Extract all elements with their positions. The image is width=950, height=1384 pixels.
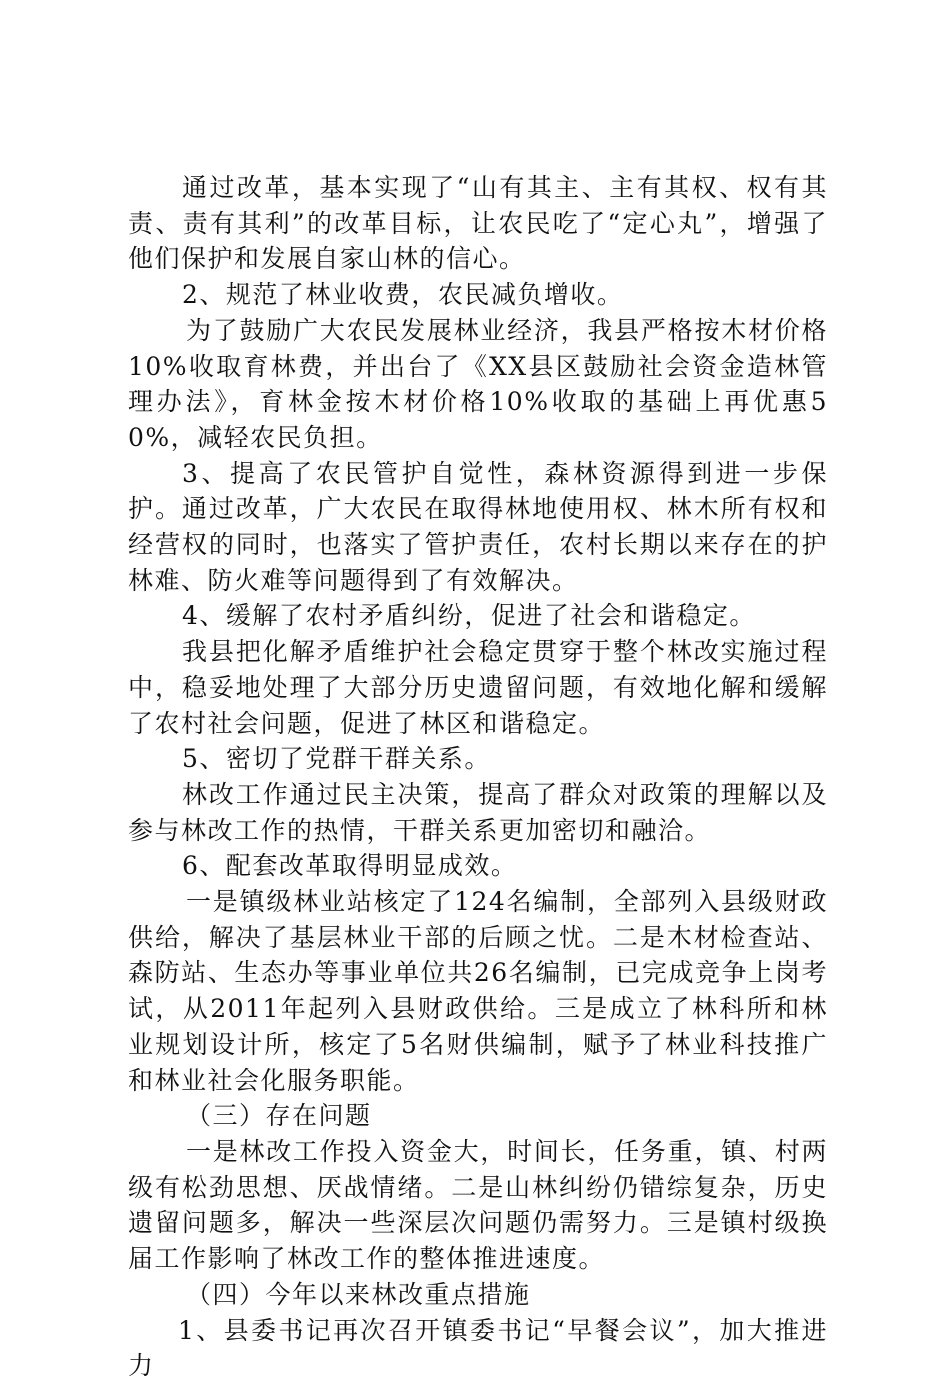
paragraph-fee-details: 为了鼓励广大农民发展林业经济，我县严格按木材价格10%收取育林费，并出台了《XX县区鼓励社会资金造林管理办法》，育林金按木材价格10%收取的基础上再优惠50%，减轻农民负担。 (128, 315, 828, 452)
heading-supporting-reform: 6、配套改革取得明显成效。 (182, 851, 518, 881)
paragraph-forest-protection: 3、提高了农民管护自觉性，森林资源得到进一步保护。通过改革，广大农民在取得林地使用权、林木所有权和经营权的同时，也落实了管护责任，农村长期以来存在的护林难、防火难等问题得到了有效解决。 (128, 458, 828, 595)
heading-party-relations: 5、密切了党群干群关系。 (182, 744, 491, 774)
paragraph-conflict-details: 我县把化解矛盾维护社会稳定贯穿于整个林改实施过程中，稳妥地处理了大部分历史遗留问题，有效地化解和缓解了农村社会问题，促进了林区和谐稳定。 (128, 637, 828, 738)
section-heading-measures: （四）今年以来林改重点措施 (186, 1279, 531, 1309)
section-heading-problems: （三）存在问题 (186, 1101, 372, 1131)
heading-fee-standardization: 2、规范了林业收费，农民减负增收。 (182, 280, 624, 310)
document-body (128, 170, 828, 1384)
heading-conflict-resolution: 4、缓解了农村矛盾纠纷，促进了社会和谐稳定。 (182, 601, 756, 631)
paragraph-supporting-reform: 一是镇级林业站核定了124名编制，全部列入县级财政供给，解决了基层林业干部的后顾之忧。二是木材检查站、森防站、生态办等事业单位共26名编制，已完成竞争上岗考试，从2011年起列入县财政供给。三是成立了林科所和林业规划设计所，核定了5名财供编制，赋予了林业科技推广和林业社会化服务职能。 (128, 887, 828, 1095)
paragraph-party-relations: 林改工作通过民主决策，提高了群众对政策的理解以及参与林改工作的热情，干群关系更加密切和融洽。 (128, 779, 828, 845)
paragraph-reform-goal: 通过改革，基本实现了“山有其主、主有其权、权有其责、责有其利”的改革目标，让农民吃了“定心丸”，增强了他们保护和发展自家山林的信心。 (128, 173, 828, 274)
paragraph-problems: 一是林改工作投入资金大，时间长，任务重，镇、村两级有松劲思想、厌战情绪。二是山林纠纷仍错综复杂，历史遗留问题多，解决一些深层次问题仍需努力。三是镇村级换届工作影响了林改工作的整体推进速度。 (128, 1136, 828, 1274)
paragraph-measure-1: 1、县委书记再次召开镇委书记“早餐会议”，加大推进力 (128, 1315, 828, 1381)
